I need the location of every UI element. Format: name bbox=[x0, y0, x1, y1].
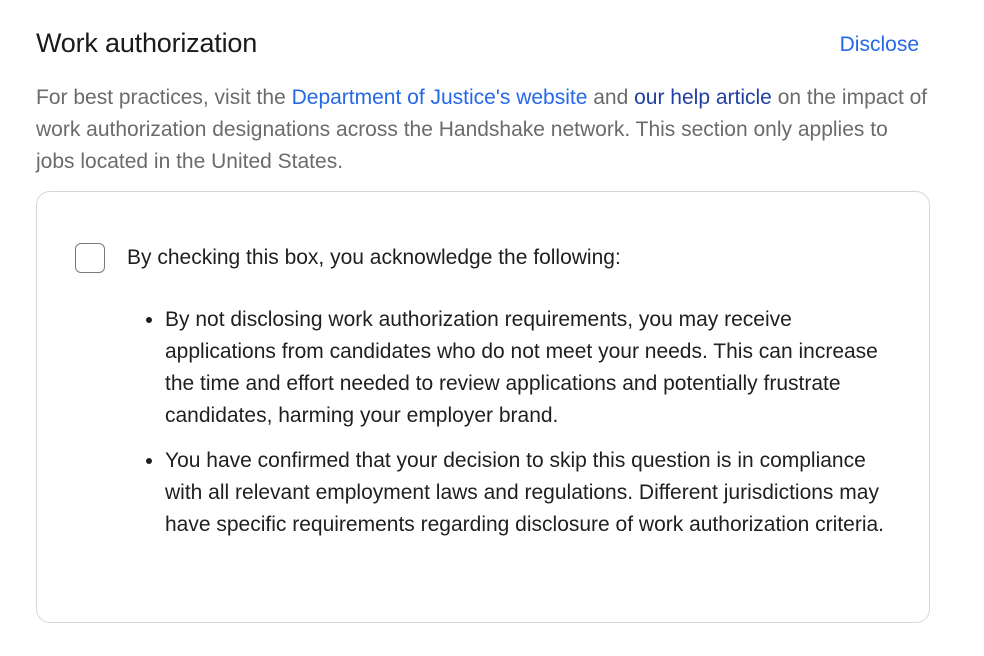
intro-text-middle: and bbox=[587, 86, 635, 109]
acknowledge-checkbox-label[interactable]: By checking this box, you acknowledge the following: bbox=[127, 246, 621, 269]
intro-paragraph bbox=[36, 82, 932, 178]
acknowledge-checkbox[interactable] bbox=[75, 243, 105, 273]
intro-text-after: on the impact of work authorization designations across the Handshake network. This section only applies to jobs located in the United States. bbox=[36, 86, 928, 173]
work-authorization-section bbox=[36, 0, 932, 536]
section-title: Work authorization bbox=[36, 28, 258, 58]
section-header bbox=[36, 0, 932, 90]
help-article-link[interactable]: our help article bbox=[634, 86, 772, 109]
acknowledgement-card bbox=[36, 191, 930, 623]
acknowledgement-item: • You have confirmed that your decision to skip this question is in compliance with all relevant employment laws and regulations. Different jurisdictions may have specific requirements regarding disclosure of work authorization criteria. bbox=[165, 445, 905, 541]
doj-website-link[interactable]: Department of Justice's website bbox=[291, 86, 588, 109]
acknowledgement-list bbox=[137, 304, 905, 554]
intro-text-before: For best practices, visit the bbox=[36, 86, 292, 109]
acknowledgement-item: • By not disclosing work authorization requirements, you may receive applications from candidates who do not meet your needs. This can increase the time and effort needed to review applications and potentially frustrate candidates, harming your employer brand. bbox=[165, 304, 905, 432]
disclose-button[interactable]: Disclose bbox=[839, 33, 919, 56]
